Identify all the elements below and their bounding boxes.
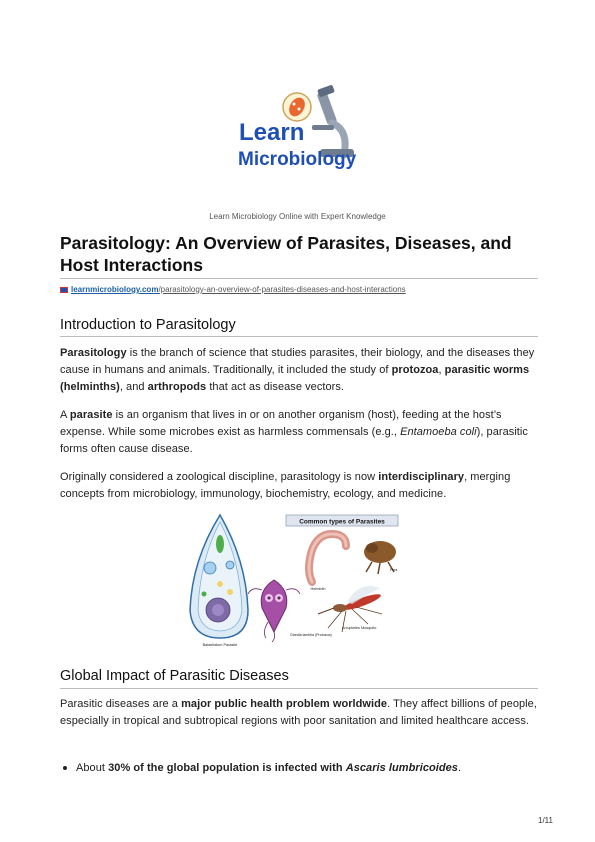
figure-label-helminth: Helminth	[310, 587, 326, 591]
page-title: Parasitology: An Overview of Parasites, Diseases, and Host Interactions	[60, 233, 512, 275]
list-item	[76, 760, 536, 777]
text-span: Originally considered a zoological discipline, parasitology is now	[60, 471, 379, 483]
text-span: is the branch of science that studies parasites, their biology, and the diseases they cause in humans and animals. Traditionally, it included the study of	[60, 347, 535, 376]
section-heading-global-impact: Global Impact of Parasitic Diseases	[60, 668, 289, 684]
section-divider	[60, 688, 538, 689]
term-parasitology: Parasitology	[60, 347, 127, 359]
figure-label-flea: Flea	[390, 568, 398, 572]
term-parasite: parasite	[69, 409, 113, 421]
term-arthropods: arthropods	[147, 381, 207, 393]
figure-label-left: Balantidium Parasite	[202, 643, 238, 647]
section-heading-introduction: Introduction to Parasitology	[60, 317, 236, 333]
text-span: is an organism that lives in or on another organism (host), feeding at the host’s expense. While some microbes exist as harmless commensals (e.g.,	[60, 409, 502, 438]
intro-paragraph-1	[60, 345, 538, 396]
global-impact-paragraph	[60, 696, 538, 730]
term-public-health-problem: major public health problem worldwide	[181, 698, 388, 710]
text-span: About	[76, 762, 109, 774]
bullet-icon	[63, 766, 67, 770]
site-logo[interactable]	[234, 85, 364, 180]
text-span: .	[457, 762, 462, 774]
microscope-icon	[234, 85, 364, 180]
figure-caption: Common types of Parasites	[299, 518, 385, 526]
title-divider	[60, 278, 538, 279]
figure-label-protozoa: Giardia lamblia (Protozoa)	[290, 633, 332, 637]
intro-paragraph-2	[60, 407, 538, 458]
parasite-illustration	[182, 510, 414, 648]
term-ascaris: Ascaris lumbricoides	[345, 762, 458, 774]
text-span: , merging concepts from microbiology, immunology, biochemistry, ecology, and medicine.	[60, 471, 511, 500]
term-protozoa: protozoa	[391, 364, 439, 376]
figure-label-mosquito: Anopheles Mosquito	[342, 626, 377, 630]
link-icon	[60, 287, 68, 293]
source-url[interactable]	[60, 285, 406, 294]
text-span: ), parasitic forms often cause disease.	[60, 426, 528, 455]
term-interdisciplinary: interdisciplinary	[378, 471, 465, 483]
text-span: Parasitic diseases are a	[60, 698, 182, 710]
logo-text-microbiology: Microbiology	[238, 149, 357, 170]
url-domain[interactable]: learnmicrobiology.com	[71, 285, 159, 294]
text-span: A	[60, 409, 70, 421]
section-divider	[60, 336, 538, 337]
text-span: that act as disease vectors.	[206, 381, 345, 393]
text-span: , and	[119, 381, 148, 393]
term-entamoeba-coli: Entamoeba coli	[400, 426, 477, 438]
bullet-emphasis: 30% of the global population is infected with	[108, 762, 346, 774]
parasite-types-figure	[182, 510, 414, 648]
intro-paragraph-3	[60, 469, 538, 503]
logo-text-learn: Learn	[239, 119, 305, 146]
text-span: . They affect billions of people, especially in tropical and subtropical regions with poor sanitation and limited healthcare access.	[60, 698, 537, 727]
site-tagline: Learn Microbiology Online with Expert Knowledge	[209, 212, 386, 221]
page-number: 1/11	[538, 816, 553, 825]
term-helminths: parasitic worms (helminths)	[60, 364, 530, 393]
text-span: ,	[438, 364, 445, 376]
url-path[interactable]: /parasitology-an-overview-of-parasites-diseases-and-host-interactions	[158, 285, 406, 294]
